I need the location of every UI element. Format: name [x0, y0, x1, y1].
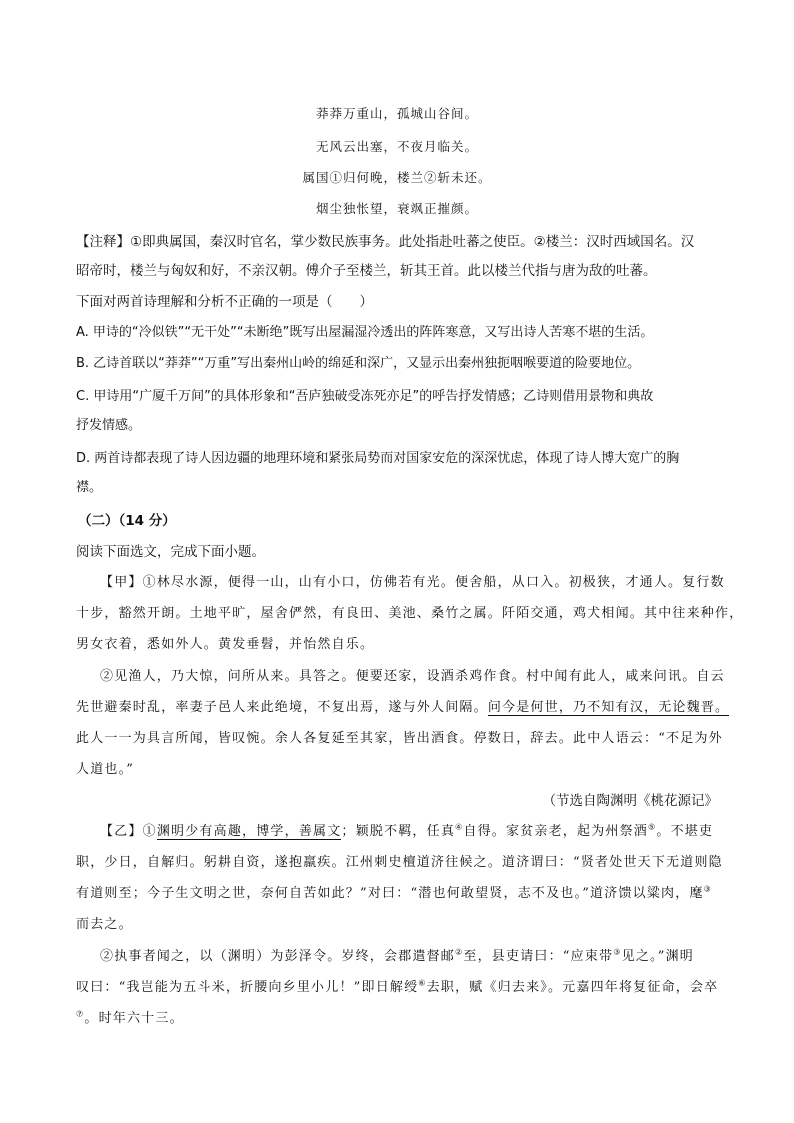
yi-text-b: 自得。家贫亲老，起为州祭酒	[463, 824, 649, 839]
footnote-7: ⑦	[76, 1009, 85, 1019]
yi-line-1	[100, 820, 713, 839]
yi-line-2: 职，少日，自解归。躬耕自资，遂抱羸疾。江州刺史檀道济往候之。道济谓曰：“贤者处世天下无道则隐	[76, 855, 723, 870]
jia-p2-text: 先世避秦时乱，率妻子邑人来此绝境，不复出焉，遂与外人间隔。	[76, 700, 488, 715]
yi-p2-text-d: 叹曰：“我岂能为五斗米，折腰向乡里小儿！”即日解绶	[76, 980, 419, 995]
jia-p2-line-1: ②见渔人，乃大惊，问所从来。具答之。便要还家，设酒杀鸡作食。村中闻有此人，咸来问讯。自云	[100, 669, 725, 684]
option-c-line-1: C. 甲诗用“广厦千万间”的具体形象和“吾庐独破受冻死亦足”的呼告抒发情感；乙诗则借用景物和典故	[76, 389, 654, 404]
instruction: 阅读下面选文，完成下面小题。	[76, 544, 265, 560]
jia-p2-line-3: 此人一一为具言所闻，皆叹惋。余人各复延至其家，皆出酒食。停数日，辞去。此中人语云：“不足为外	[76, 731, 723, 746]
yi-p2-line-1	[100, 945, 694, 964]
yi-text-a: ；颖脱不羁，任真	[341, 824, 456, 839]
jia-p2-line-2	[76, 696, 729, 715]
yi-p2-text-a: ②执事者闻之，以（渊明）为彭泽令。岁终，会郡遣督邮	[100, 949, 456, 964]
poem-line-3: 属国①归何晚，楼兰②斩未还。	[302, 170, 492, 185]
source-citation: （节选自陶渊明《桃花源记》	[542, 793, 718, 809]
note-line-2: 昭帝时，楼兰与匈奴和好，不亲汉朝。傅介子至楼兰，斩其王首。此以楼兰代指与唐为敌的吐蕃。	[76, 263, 657, 279]
yi-p2-line-3	[76, 1007, 184, 1026]
option-d-line-2: 襟。	[76, 480, 103, 495]
jia-line-3: 男女衣着，悉如外人。黄发垂髫，并怡然自乐。	[76, 637, 375, 652]
jia-line-1: 【甲】①林尽水源，便得一山，山有小口，仿佛若有光。便舍船，从口入。初极狭，才通人。复行数	[100, 575, 725, 590]
option-b: B. 乙诗首联以“莽莽”“万重”写出秦州山岭的绵延和深广，又显示出秦州独扼咽喉要道的险要地位。	[76, 356, 641, 371]
yi-line-3	[76, 882, 712, 901]
yi-p2-text-f: 。时年六十三。	[84, 1011, 184, 1026]
footnote-3b: ③	[613, 947, 622, 957]
poem-line-4: 烟尘独怅望，衰飒正摧颜。	[315, 201, 478, 216]
poem-line-1: 莽莽万重山，孤城山谷间。	[315, 106, 478, 121]
poem-line-2: 无风云出塞，不夜月临关。	[315, 139, 478, 154]
yi-p2-text-c: 见之。”渊明	[621, 949, 694, 964]
footnote-5: ⑤	[648, 822, 657, 832]
footnote-6: ⑥	[418, 978, 427, 988]
section-heading: （二）（14 分）	[78, 513, 176, 529]
yi-label: 【乙】①	[100, 824, 157, 839]
jia-line-2: 十步，豁然开朗。土地平旷，屋舍俨然，有良田、美池、桑竹之属。阡陌交通，鸡犬相闻。其中往来种作，	[76, 606, 744, 621]
note-line-1: 【注释】①即典属国，秦汉时官名，掌少数民族事务。此处指赴吐蕃之使臣。②楼兰：汉时西域国名。汉	[76, 234, 695, 250]
option-a: A. 甲诗的“冷似铁”“无干处”“未断绝”既写出屋漏湿冷透出的阵阵寒意，又写出诗人苦寒不堪的生活。	[76, 325, 654, 340]
yi-text-d: 有道则至；今子生文明之世，奈何自苦如此？”对曰：“潜也何敢望贤，志不及也。”道济馈以粱肉，麾	[76, 886, 704, 901]
jia-p2-line-4: 人道也。”	[76, 762, 135, 777]
yi-p2-text-e: 去职，赋《归去来》。元嘉四年将复征命，会卒	[426, 980, 719, 995]
footnote-4: ④	[455, 822, 464, 832]
yi-line-4: 而去之。	[76, 917, 133, 932]
option-d-line-1: D. 两首诗都表现了诗人因边疆的地理环境和紧张局势而对国家安危的深深忧虑，体现了诗人博大宽广的胸	[76, 451, 680, 466]
yi-p2-text-b: 至，县吏请曰：“应束带	[463, 949, 614, 964]
option-c-line-2: 抒发情感。	[76, 418, 142, 433]
footnote-3: ③	[703, 884, 713, 894]
yi-underlined: 渊明少有高趣，博学，善属文	[156, 824, 342, 839]
underlined-sentence: 问今是何世，乃不知有汉，无论魏晋。	[487, 700, 730, 715]
yi-p2-line-2	[76, 976, 718, 995]
yi-text-c: 。不堪吏	[656, 824, 714, 839]
question-stem: 下面对两首诗理解和分析不正确的一项是（ ）	[76, 294, 373, 310]
footnote-2: ②	[455, 947, 464, 957]
